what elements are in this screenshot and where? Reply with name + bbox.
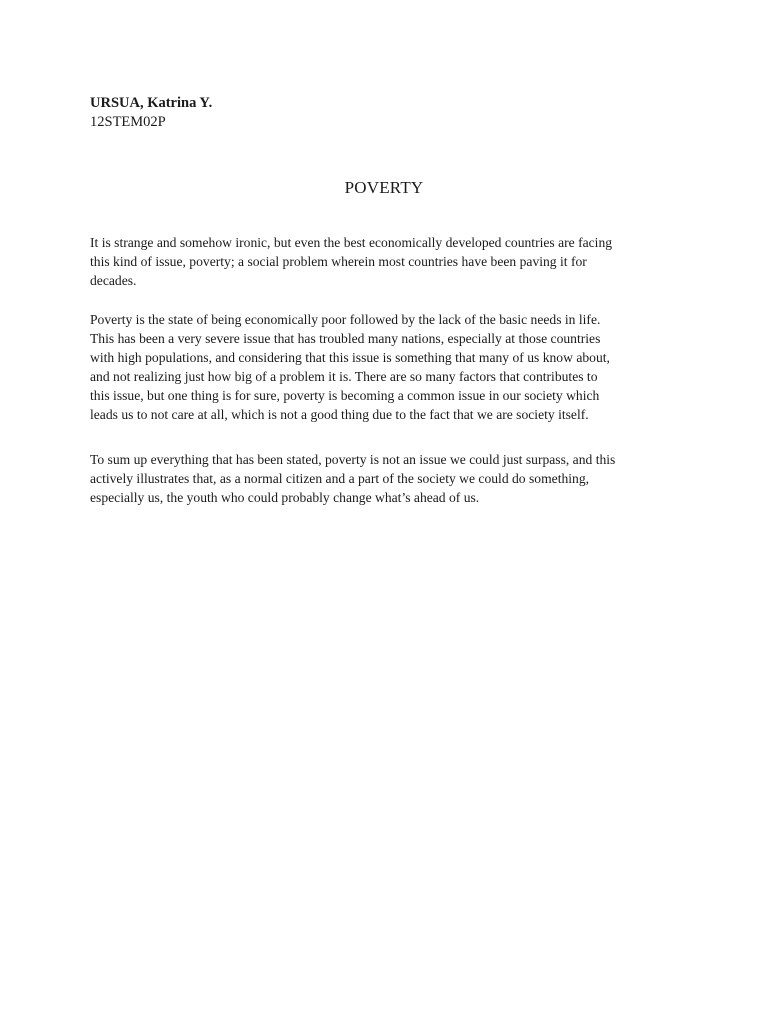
paragraph-conclusion (90, 450, 690, 507)
paragraph-line: this issue, but one thing is for sure, poverty is becoming a common issue in our society which (90, 388, 600, 403)
paragraph-line: It is strange and somehow ironic, but even the best economically developed countries are facing (90, 235, 613, 250)
author-section: 12STEM02P (90, 114, 166, 130)
author-name: URSUA, Katrina Y. (90, 95, 213, 111)
paragraph-line: This has been a very severe issue that has troubled many nations, especially at those countries (90, 331, 601, 346)
paragraph-line: and not realizing just how big of a problem it is. There are so many factors that contributes to (90, 369, 598, 384)
paragraph-line: with high populations, and considering that this issue is something that many of us know about, (90, 350, 610, 365)
paragraph-line: decades. (90, 273, 137, 288)
paragraph-intro (90, 233, 690, 290)
paragraph-line: actively illustrates that, as a normal citizen and a part of the society we could do something, (90, 471, 590, 486)
document-title: POVERTY (344, 178, 424, 197)
paragraph-line: especially us, the youth who could probably change what’s ahead of us. (90, 490, 480, 505)
paragraph-line: To sum up everything that has been stated, poverty is not an issue we could just surpass, and this (90, 452, 616, 467)
paragraph-line: this kind of issue, poverty; a social problem wherein most countries have been paving it for (90, 254, 587, 269)
paragraph-body (90, 310, 690, 424)
paragraph-line: Poverty is the state of being economically poor followed by the lack of the basic needs in life. (90, 312, 601, 327)
paragraph-line: leads us to not care at all, which is not a good thing due to the fact that we are society itself. (90, 407, 589, 422)
